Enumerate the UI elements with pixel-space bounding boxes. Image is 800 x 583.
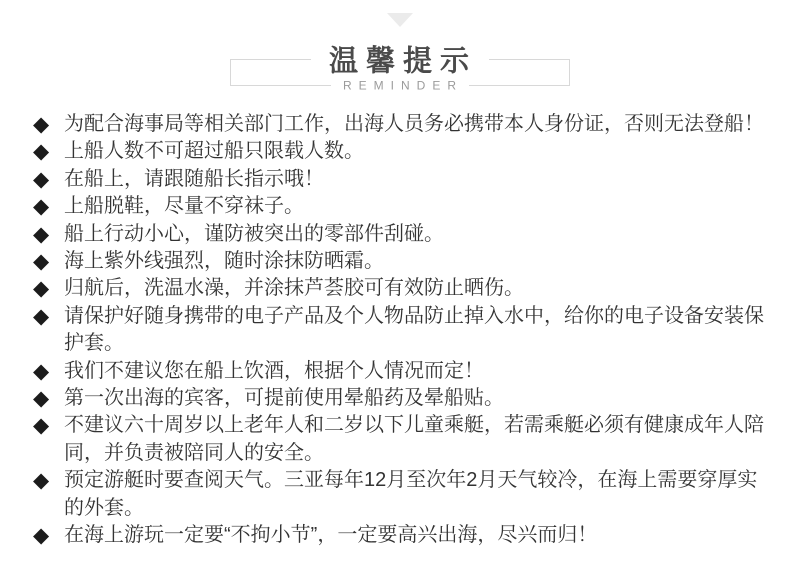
notice-text: 第一次出海的宾客，可提前使用晕船药及晕船贴。 [64,387,504,410]
diamond-bullet-icon: ◆ [33,113,50,136]
notice-text: 不建议六十周岁以上老年人和二岁以下儿童乘艇，若需乘艇必须有健康成年人陪同，并负责被陪同人的安全。 [64,414,764,464]
reminder-notice-page [0,13,800,583]
down-triangle-icon [387,13,413,27]
page-title: 温馨提示 [311,39,489,80]
page-subtitle: REMINDER [331,78,469,92]
header-frame [230,45,570,93]
diamond-bullet-icon: ◆ [33,140,50,164]
diamond-bullet-icon: ◆ [33,250,50,274]
notice-item [33,412,774,467]
notice-text: 预定游艇时要查阅天气。三亚每年12月至次年2月天气较冷，在海上需要穿厚实的外套。 [64,469,758,519]
notice-item [33,303,774,358]
notice-text: 请保护好随身携带的电子产品及个人物品防止掉入水中，给你的电子设备安装保护套。 [64,304,764,355]
notice-item [33,358,774,385]
notice-text: 我们不建议您在船上饮酒，根据个人情况而定！ [64,359,484,382]
notice-item [33,138,774,165]
notice-item [33,248,774,275]
notice-item [33,385,774,412]
notice-item [33,467,774,522]
notice-list [33,111,774,550]
notice-item [33,166,774,193]
diamond-bullet-icon: ◆ [33,359,50,383]
notice-item [33,275,774,302]
diamond-bullet-icon: ◆ [33,167,50,191]
notice-text: 为配合海事局等相关部门工作，出海人员务必携带本人身份证，否则无法登船！ [64,113,764,135]
notice-text: 上船脱鞋，尽量不穿袜子。 [64,195,304,218]
notice-text: 在船上，请跟随船长指示哦！ [64,167,324,190]
notice-text: 归航后，洗温水澡，并涂抹芦荟胶可有效防止晒伤。 [64,277,524,300]
notice-text: 海上紫外线强烈，随时涂抹防晒霜。 [64,250,384,273]
notice-text: 在海上游玩一定要“不拘小节”，一定要高兴出海，尽兴而归！ [64,524,598,547]
diamond-bullet-icon: ◆ [33,277,50,301]
diamond-bullet-icon: ◆ [33,524,50,548]
notice-text: 船上行动小心，谨防被突出的零部件刮碰。 [64,222,444,245]
notice-item [33,522,774,549]
notice-text: 上船人数不可超过船只限载人数。 [64,140,364,163]
diamond-bullet-icon: ◆ [33,304,50,328]
diamond-bullet-icon: ◆ [33,469,50,493]
diamond-bullet-icon: ◆ [33,387,50,411]
notice-item [33,193,774,220]
diamond-bullet-icon: ◆ [33,414,50,438]
notice-item [33,221,774,248]
notice-item [33,111,774,138]
diamond-bullet-icon: ◆ [33,222,50,246]
diamond-bullet-icon: ◆ [33,195,50,219]
